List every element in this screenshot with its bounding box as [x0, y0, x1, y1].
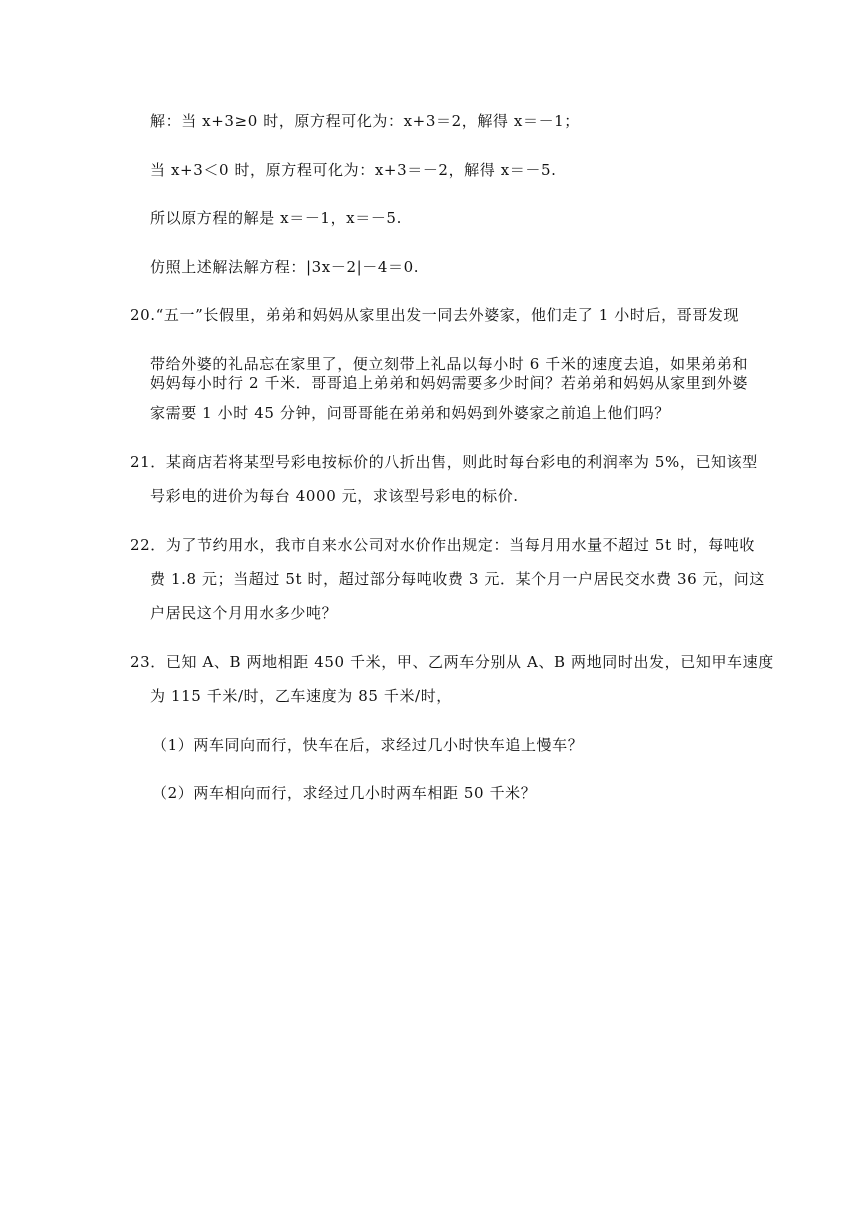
task-line: 仿照上述解法解方程：|3x－2|－4＝0.: [150, 258, 420, 276]
problem-20-line-1: 20.“五一”长假里，弟弟和妈妈从家里出发一同去外婆家，他们走了 1 小时后，哥哥发现: [130, 306, 740, 324]
problem-20-line-2: 带给外婆的礼品忘在家里了，便立刻带上礼品以每小时 6 千米的速度去追，如果弟弟和: [150, 355, 749, 373]
problem-23-subpart-1: （1）两车同向而行，快车在后，求经过几小时快车追上慢车？: [152, 736, 584, 754]
problem-23-line-2: 为 115 千米/时，乙车速度为 85 千米/时，: [150, 687, 452, 705]
problem-22-line-3: 户居民这个月用水多少吨？: [150, 604, 338, 622]
solution-line-2: 当 x+3＜0 时，原方程可化为：x+3＝－2，解得 x＝－5.: [150, 161, 557, 179]
problem-23-line-1: 23．已知 A、B 两地相距 450 千米，甲、乙两车分别从 A、B 两地同时出发，已知甲车速度: [130, 653, 774, 671]
problem-22-line-1: 22．为了节约用水，我市自来水公司对水价作出规定：当每月用水量不超过 5t 时，每吨收: [130, 536, 755, 554]
problem-22-line-2: 费 1.8 元；当超过 5t 时，超过部分每吨收费 3 元．某个月一户居民交水费 36 元，问这: [150, 570, 766, 588]
problem-21-line-2: 号彩电的进价为每台 4000 元，求该型号彩电的标价.: [150, 487, 519, 505]
problem-20-line-3: 妈妈每小时行 2 千米．哥哥追上弟弟和妈妈需要多少时间？若弟弟和妈妈从家里到外婆: [150, 374, 749, 392]
problem-20-line-4: 家需要 1 小时 45 分钟，问哥哥能在弟弟和妈妈到外婆家之前追上他们吗？: [150, 404, 670, 422]
solution-line-1: 解：当 x+3≥0 时，原方程可化为：x+3＝2，解得 x＝－1；: [150, 112, 580, 130]
problem-21-line-1: 21．某商店若将某型号彩电按标价的八折出售，则此时每台彩电的利润率为 5%，已知该型: [130, 453, 758, 471]
solution-line-3: 所以原方程的解是 x＝－1，x＝－5.: [150, 209, 402, 227]
problem-23-subpart-2: （2）两车相向而行，求经过几小时两车相距 50 千米？: [152, 784, 537, 802]
